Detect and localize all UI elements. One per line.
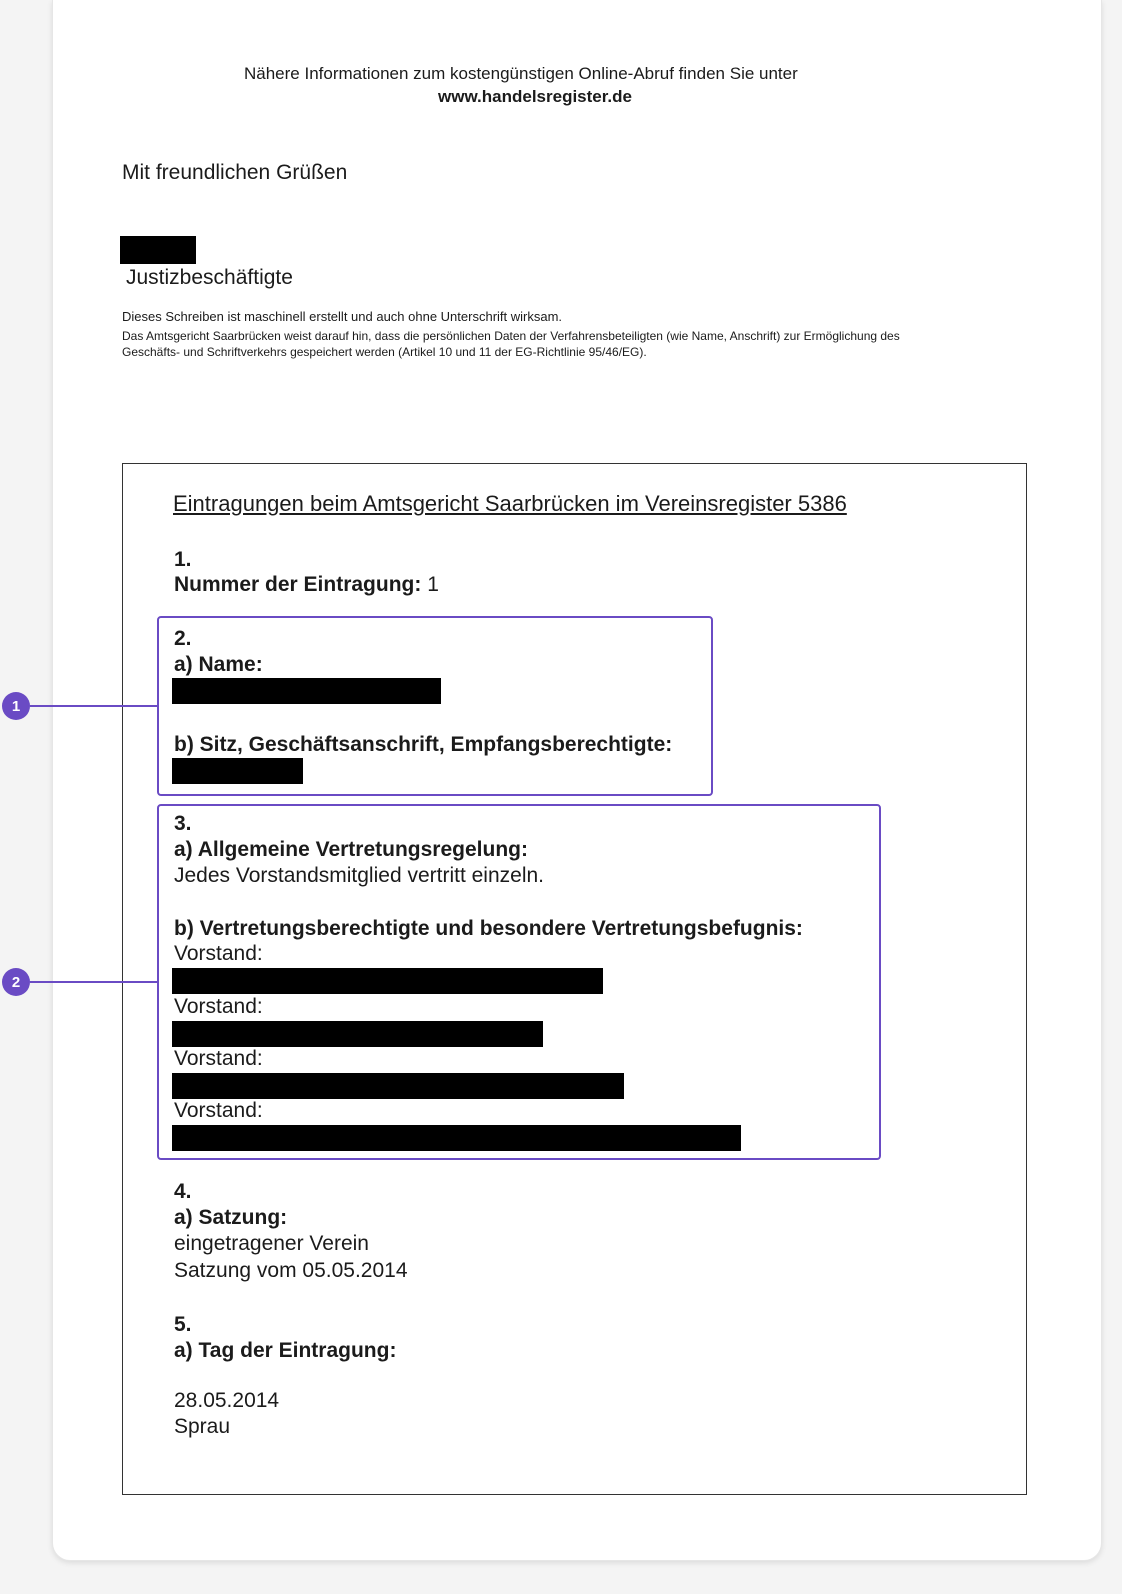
highlight-box-section-2 [157, 616, 713, 796]
section-1-row [174, 573, 439, 597]
marker-badge-1: 1 [2, 692, 30, 720]
info-line: Nähere Informationen zum kostengünstigen Online-Abruf finden Sie unter [244, 64, 798, 83]
section-2-number: 2. [174, 627, 192, 650]
vorstand-label-3: Vorstand: [174, 1047, 263, 1070]
representation-rule-value: Jedes Vorstandsmitglied vertritt einzeln. [174, 864, 545, 887]
section-5-number: 5. [174, 1313, 192, 1336]
clerk-name: Sprau [174, 1415, 231, 1438]
statute-label: a) Satzung: [174, 1206, 288, 1229]
info-url: www.handelsregister.de [438, 87, 632, 106]
redacted-signature [120, 236, 196, 264]
vorstand-label-2: Vorstand: [174, 995, 263, 1018]
section-1-number: 1. [174, 548, 192, 571]
highlight-box-section-3 [157, 804, 881, 1160]
notice-line-3: Geschäfts- und Schriftverkehrs gespeichert werden (Artikel 10 und 11 der EG-Richtlinie 95/46/EG). [122, 345, 647, 359]
connector-line-1 [30, 705, 157, 707]
signer-role: Justizbeschäftigte [126, 266, 293, 289]
notice-line-1: Dieses Schreiben ist maschinell erstellt und auch ohne Unterschrift wirksam. [122, 309, 563, 324]
statute-type: eingetragener Verein [174, 1232, 369, 1255]
greeting: Mit freundlichen Grüßen [122, 161, 348, 184]
notice-line-2: Das Amtsgericht Saarbrücken weist darauf hin, dass die persönlichen Daten der Verfahrensbeteiligten (wie Name, Anschrift) zur Ermöglichung des [122, 329, 900, 343]
section-4-number: 4. [174, 1180, 192, 1203]
authorized-representatives-label: b) Vertretungsberechtigte und besondere Vertretungsbefugnis: [174, 917, 803, 940]
marker-badge-2: 2 [2, 968, 30, 996]
section-3-number: 3. [174, 812, 192, 835]
entry-number-label: Nummer der Eintragung: [174, 573, 422, 596]
name-label: a) Name: [174, 653, 263, 676]
seat-address-label: b) Sitz, Geschäftsanschrift, Empfangsberechtigte: [174, 733, 673, 756]
entry-number-value: 1 [427, 573, 439, 596]
register-title: Eintragungen beim Amtsgericht Saarbrücken im Vereinsregister 5386 [173, 491, 847, 516]
connector-line-2 [30, 981, 157, 983]
representation-rule-label: a) Allgemeine Vertretungsregelung: [174, 838, 528, 861]
vorstand-label-1: Vorstand: [174, 942, 263, 965]
entry-date-label: a) Tag der Eintragung: [174, 1339, 397, 1362]
entry-date-value: 28.05.2014 [174, 1389, 280, 1412]
vorstand-label-4: Vorstand: [174, 1099, 263, 1122]
statute-date: Satzung vom 05.05.2014 [174, 1259, 408, 1282]
